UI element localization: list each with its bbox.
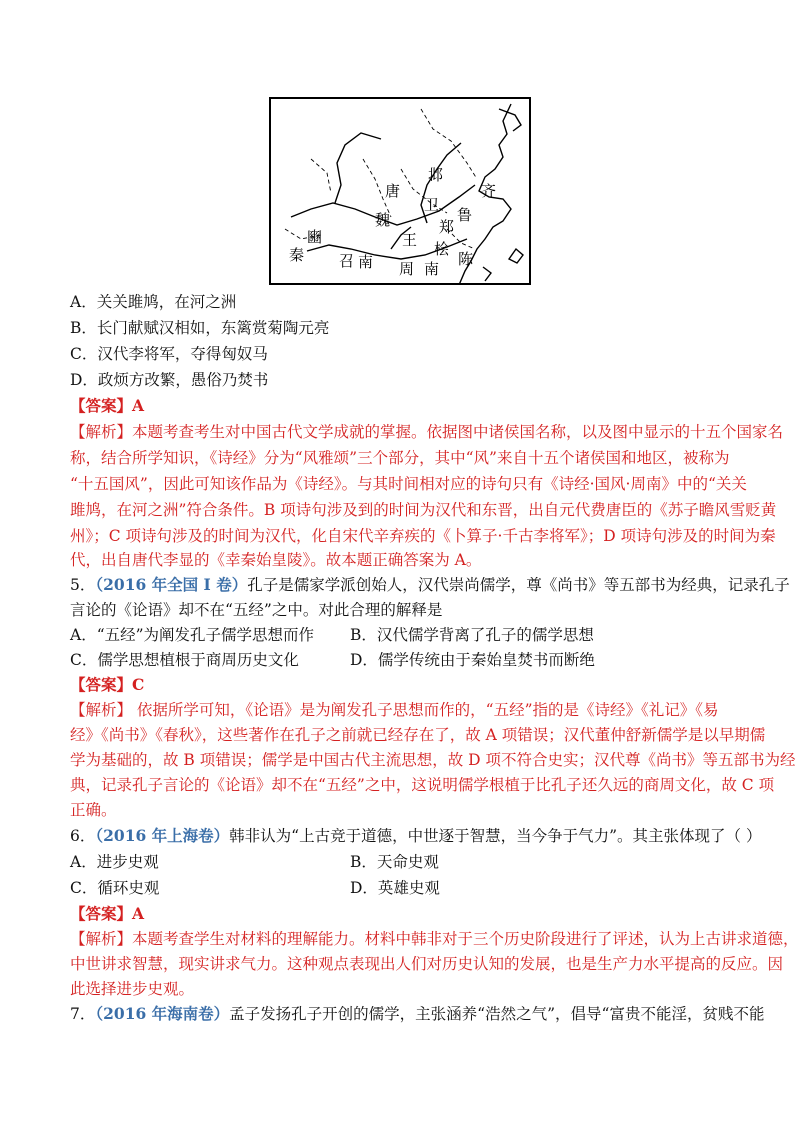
q6-stem-text: 韩非认为“上古竞于道德，中世逐于智慧，当今争于气力”。其主张体现了（ ） xyxy=(229,827,762,845)
q5-number: 5． xyxy=(70,576,96,594)
map-label-zhou: 周 xyxy=(399,260,415,278)
map-label-bin: 豳 xyxy=(307,228,323,246)
map-label-zheng: 郑 xyxy=(439,218,455,236)
q5-option-a: A．“五经”为阐发孔子儒学思想而作 xyxy=(70,626,315,644)
q4-option-d: D．政烦方改繁，愚俗乃焚书 xyxy=(70,371,269,389)
map-label-nan-1: 南 xyxy=(358,253,374,271)
q5-option-b: B．汉代儒学背离了孔子的儒学思想 xyxy=(350,626,594,644)
q4-answer: 【答案】A xyxy=(70,396,145,415)
q4-option-c: C．汉代李将军，夺得匈奴马 xyxy=(70,345,268,363)
q4-option-b: B．长门献赋汉相如，东篱赏菊陶元亮 xyxy=(70,319,330,337)
q5-analysis-line: 学为基础的，故 B 项错误；儒学是中国古代主流思想，故 D 项不符合史实；汉代尊《尚书》等五部书为经 xyxy=(70,751,796,769)
map-label-qi: 齐 xyxy=(481,182,497,200)
q4-analysis-line: 代，出自唐代李显的《幸秦始皇陵》。故本题正确答案为 A。 xyxy=(70,551,482,569)
map-label-tang: 唐 xyxy=(385,182,401,200)
q5-stem-line-1 xyxy=(70,575,790,595)
map-label-wei-state: 卫 xyxy=(424,196,440,214)
q4-analysis-line: 雎鸠，在河之洲”符合条件。B 项诗句涉及到的时间为汉代和东晋，出自元代费唐臣的《苏子瞻风雪贬黄 xyxy=(70,501,777,519)
q6-option-c: C．循环史观 xyxy=(70,879,160,897)
q6-answer: 【答案】A xyxy=(70,904,145,923)
q6-option-a: A．进步史观 xyxy=(70,853,159,871)
q5-option-d: D．儒学传统由于秦始皇焚书而断绝 xyxy=(350,651,595,669)
map-label-wang: 王 xyxy=(402,231,418,249)
map-label-nan-2: 南 xyxy=(424,260,440,278)
q7-stem-text: 孟子发扬孔子开创的儒学，主张涵养“浩然之气”，倡导“富贵不能淫，贫贱不能 xyxy=(229,1005,765,1023)
q5-source: （2016 年全国 I 卷） xyxy=(95,575,248,594)
q6-option-b: B．天命史观 xyxy=(350,853,439,871)
q5-analysis-line: 正确。 xyxy=(70,801,117,819)
ancient-states-map xyxy=(269,97,531,285)
q4-option-a: A．关关雎鸠，在河之洲 xyxy=(70,293,237,311)
q6-analysis-line: 中世讲求智慧，现实讲求气力。这种观点表现出人们对历史认知的发展，也是生产力水平提高的反应。因 xyxy=(70,955,784,973)
q6-option-d: D．英雄史观 xyxy=(350,879,440,897)
q7-stem xyxy=(70,1004,764,1024)
q7-number: 7． xyxy=(70,1005,96,1023)
q5-stem-line-2: 言论的《论语》却不在“五经”之中。对此合理的解释是 xyxy=(70,601,443,619)
q6-source: （2016 年上海卷） xyxy=(95,826,230,845)
q6-analysis-line: 【解析】本题考查学生对材料的理解能力。材料中韩非对于三个历史阶段进行了评述，认为上古讲求道德， xyxy=(70,930,799,948)
q4-analysis-line: 州》；C 项诗句涉及的时间为汉代，化自宋代辛弃疾的《卜算子·千古李将军》；D 项诗句涉及的时间为秦 xyxy=(70,527,776,545)
q6-analysis-line: 此选择进步史观。 xyxy=(70,980,195,998)
map-label-kuai: 桧 xyxy=(434,240,450,258)
map-label-qin: 秦 xyxy=(289,246,305,264)
q5-answer: 【答案】C xyxy=(70,675,145,694)
map-label-shao: 召 xyxy=(339,252,355,270)
q6-number: 6． xyxy=(70,827,96,845)
q5-stem-text: 孔子是儒家学派创始人，汉代崇尚儒学，尊《尚书》等五部书为经典，记录孔子 xyxy=(247,576,790,594)
q5-option-c: C．儒学思想植根于商周历史文化 xyxy=(70,651,299,669)
q4-analysis-line: “十五国风”，因此可知该作品为《诗经》。与其时间相对应的诗句只有《诗经·国风·周南》中的“关关 xyxy=(70,475,747,493)
q7-source: （2016 年海南卷） xyxy=(95,1004,230,1023)
q4-analysis-line: 称，结合所学知识，《诗经》分为“风雅颂”三个部分，其中“风”来自十五个诸侯国和地区，被称为 xyxy=(70,449,730,467)
q5-analysis-line: 典，记录孔子言论的《论语》却不在“五经”之中，这说明儒学根植于比孔子还久远的商周文化，故 C 项 xyxy=(70,776,775,794)
map-label-chen: 陈 xyxy=(458,250,474,268)
q6-stem xyxy=(70,826,761,846)
map-label-lu: 鲁 xyxy=(457,206,473,224)
q5-analysis-line: 【解析】 依据所学可知，《论语》是为阐发孔子思想而作的，“五经”指的是《诗经》《礼记》《易 xyxy=(70,701,719,719)
q5-analysis-line: 经》《尚书》《春秋》，这些著作在孔子之前就已经存在了，故 A 项错误；汉代董仲舒新儒学是以早期儒 xyxy=(70,726,766,744)
q4-analysis-line: 【解析】本题考查考生对中国古代文学成就的掌握。依据图中诸侯国名称，以及图中显示的十五个国家名 xyxy=(70,423,784,441)
map-label-wei: 魏 xyxy=(375,211,391,229)
map-label-bei: 邶 xyxy=(428,166,444,184)
